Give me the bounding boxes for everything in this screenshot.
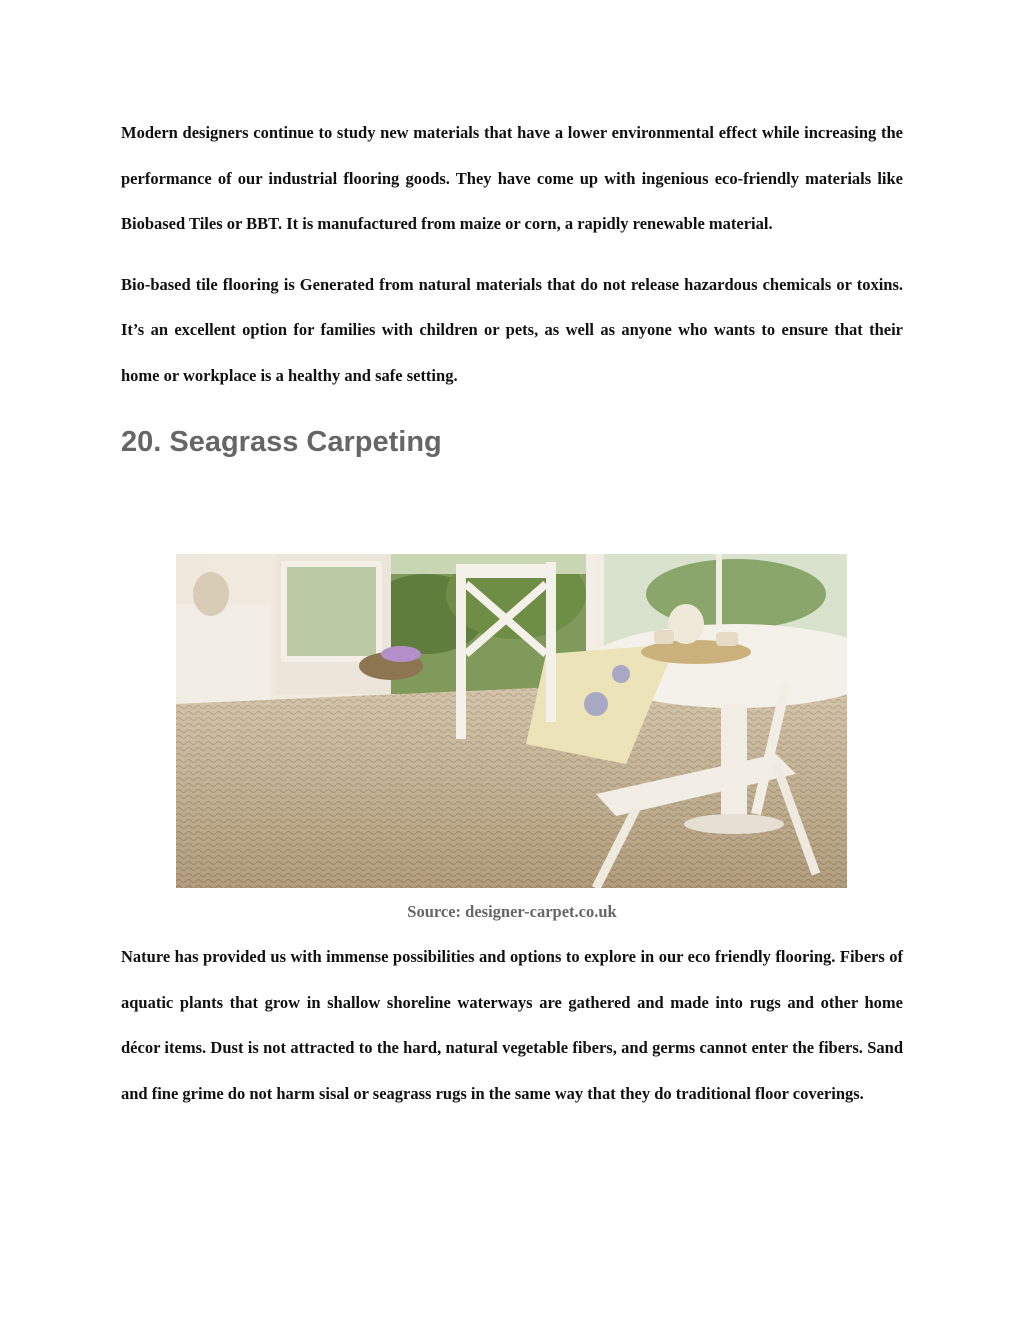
seagrass-room-photo (176, 554, 847, 888)
paragraph-seagrass: Nature has provided us with immense possibilities and options to explore in our eco friendly flooring. Fibers of aquatic plants that grow in shallow shoreline waterways are gathered and made into rugs and other home décor items. Dust is not attracted to the hard, natural vegetable fibers, and germs cannot enter the fibers. Sand and fine grime do not harm sisal or seagrass rugs in the same way that they do traditional floor coverings. (121, 947, 903, 1103)
image-caption: Source: designer-carpet.co.uk (407, 902, 617, 921)
photo-illustration (176, 554, 847, 888)
paragraph-biobased-health: Bio-based tile flooring is Generated from natural materials that do not release hazardous chemicals or toxins. It’s an excellent option for families with children or pets, as well as anyone who wants to ensure that their home or workplace is a healthy and safe setting. (121, 274, 903, 385)
section-heading: 20. Seagrass Carpeting (121, 426, 442, 458)
paragraph-biobased-tiles: Modern designers continue to study new materials that have a lower environmental effect while increasing the performance of our industrial flooring goods. They have come up with ingenious eco-friendly materials like Biobased Tiles or BBT. It is manufactured from maize or corn, a rapidly renewable material. (121, 123, 903, 233)
document-body-bottom (121, 934, 903, 1116)
document-body-top (121, 110, 903, 462)
